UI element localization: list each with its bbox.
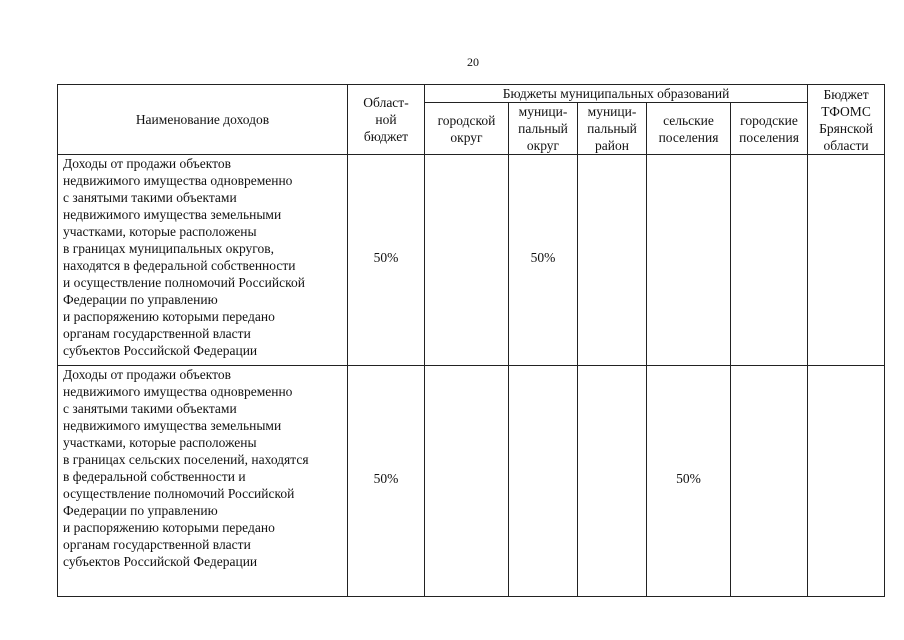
header-municipal-budgets: Бюджеты муниципальных образований [425,85,808,103]
header-city-district: городской округ [425,103,509,155]
municipal-area-share-cell [578,366,647,597]
municipal-district-share-cell: 50% [509,155,578,366]
header-income-name: Наименование доходов [58,85,348,155]
income-name-cell: Доходы от продажи объектов недвижимого имущества одновременно с занятыми такими объектами недвижимого имущества земельными участками, которые расположены в границах сельских поселений, находятся в федеральной собственности и осуществление полномочий Российской Федерации по управлению и распоряжению которыми передано органам государственной власти субъектов Российской Федерации [58,366,348,597]
regional-share-cell: 50% [348,155,425,366]
tfoms-share-cell [808,155,885,366]
urban-settlements-share-cell [731,366,808,597]
income-name-cell: Доходы от продажи объектов недвижимого имущества одновременно с занятыми такими объектами недвижимого имущества земельными участками, которые расположены в границах муниципальных округов, находятся в федеральной собственности и осуществление полномочий Российской Федерации по управлению и распоряжению которыми передано органам государственной власти субъектов Российской Федерации [58,155,348,366]
revenue-distribution-table [57,84,885,597]
header-municipal-district: муници- пальный округ [509,103,578,155]
header-urban-settlements: городские поселения [731,103,808,155]
tfoms-share-cell [808,366,885,597]
municipal-area-share-cell [578,155,647,366]
page-number: 20 [467,55,479,69]
city-district-share-cell [425,155,509,366]
header-tfoms-budget: Бюджет ТФОМС Брянской области [808,85,885,155]
rural-settlements-share-cell: 50% [647,366,731,597]
regional-share-cell: 50% [348,366,425,597]
city-district-share-cell [425,366,509,597]
table-row [58,155,885,366]
header-rural-settlements: сельские поселения [647,103,731,155]
municipal-district-share-cell [509,366,578,597]
header-regional-budget: Област- ной бюджет [348,85,425,155]
rural-settlements-share-cell [647,155,731,366]
urban-settlements-share-cell [731,155,808,366]
header-municipal-area: муници- пальный район [578,103,647,155]
table-row [58,366,885,597]
